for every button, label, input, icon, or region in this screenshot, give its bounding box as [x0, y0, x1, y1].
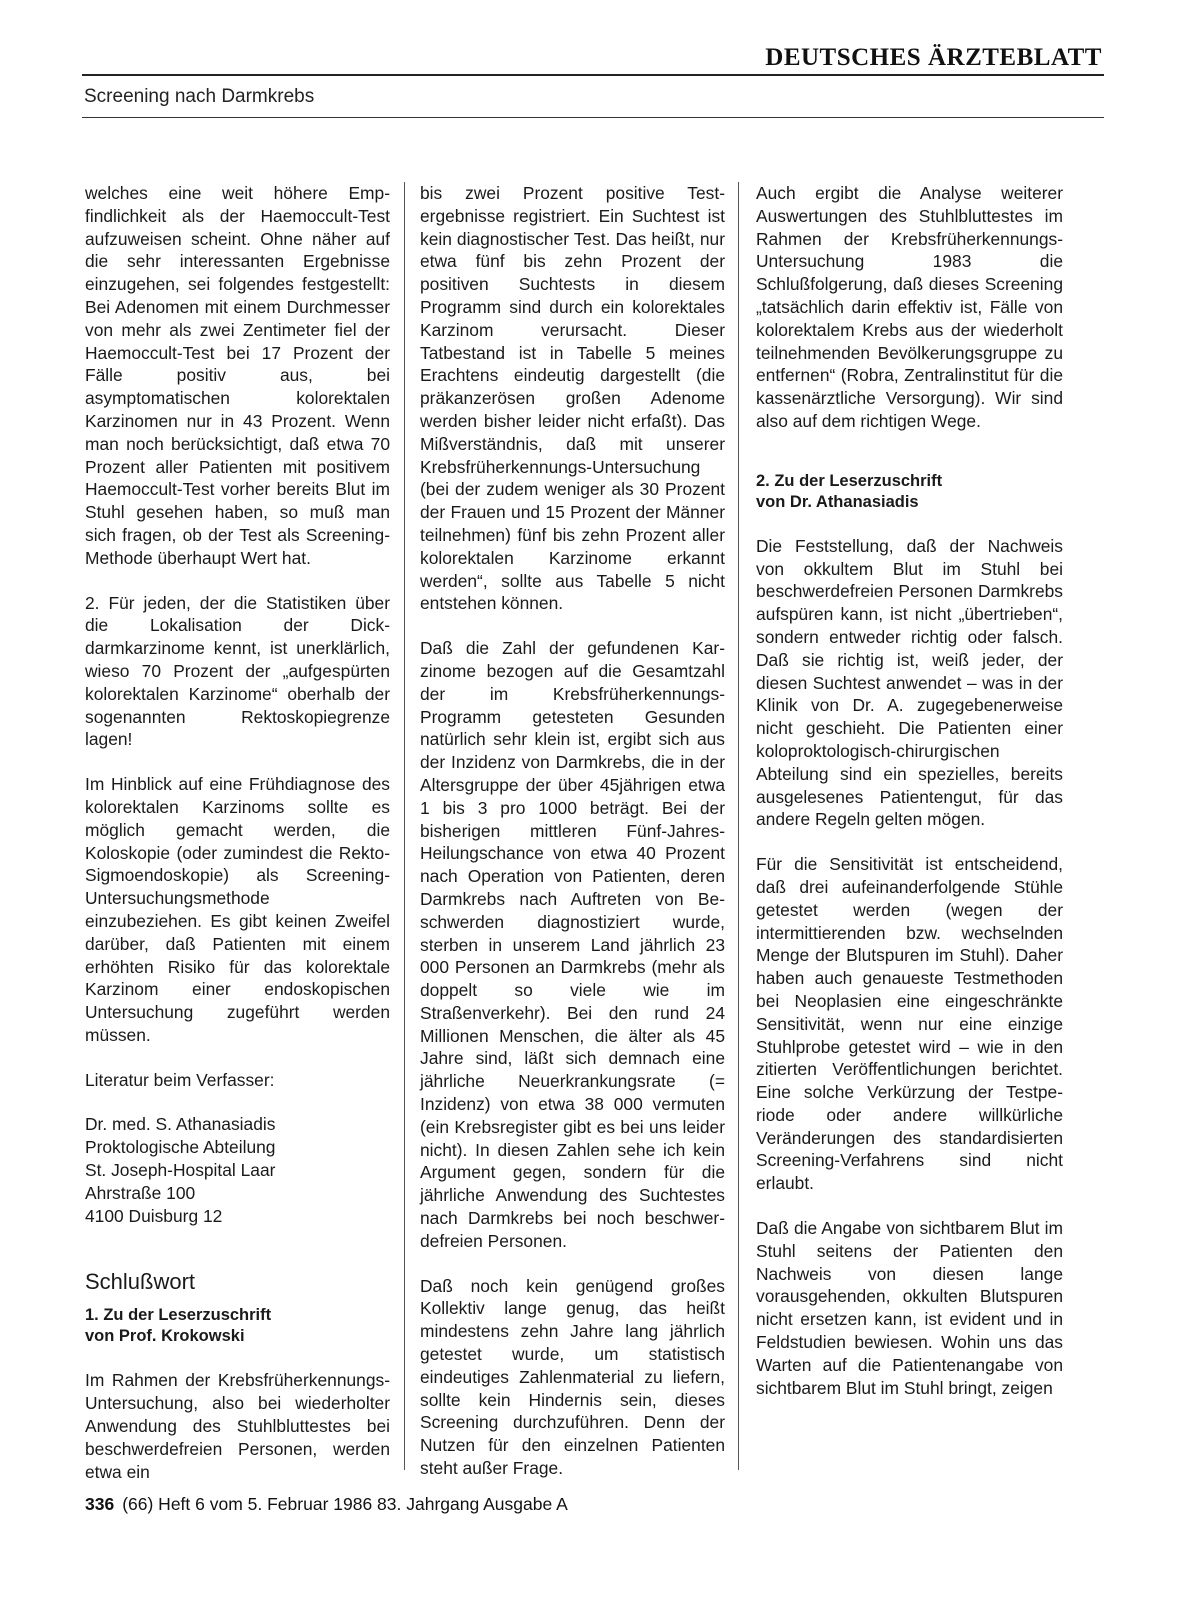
column-divider-2 [738, 182, 739, 1470]
paragraph: bis zwei Prozent positive Testergebnisse registriert. Ein Suchtest ist kein diagnostischer Test. Das heißt, nur etwa fünf bis zehn Prozent der positiven Suchtests in diesem Programm sind durch ein kolorektales Karzinom verursacht. Dieser Tatbestand ist in Tabelle 5 meines Erachtens eindeutig dargestellt (die präkanzerösen großen Adenome werden bisher leider nicht erfaßt). Das Mißverständnis, daß mit unserer Krebsfrüherkennungs-Untersuchung (bei der zudem weniger als 30 Prozent der Frauen und 15 Prozent der Männer teilnehmen) fünf bis zehn Prozent aller kolorektalen Karzinome erkannt werden“, sollte aus Tabelle 5 nicht entstehen können. [420, 183, 725, 614]
paragraph: Im Hinblick auf eine Frühdiagnose des kolorektalen Karzinoms sollte es möglich gemacht werden, die Koloskopie (oder zumindest die Rekto-Sigmoendoskopie) als Screening-Untersuchungsmethode einzubeziehen. Es gibt keinen Zweifel darüber, daß Patienten mit einem erhöhten Risiko für das kolorektale Karzinom einer endoskopischen Untersuchung zugeführt werden müssen. [85, 774, 390, 1045]
section-title: Screening nach Darmkrebs [84, 86, 315, 107]
address-line: 4100 Duisburg 12 [85, 1205, 223, 1226]
issue-info: (66) Heft 6 vom 5. Februar 1986 83. Jahrgang Ausgabe A [122, 1494, 568, 1514]
address-line: Proktologische Abteilung [85, 1137, 276, 1158]
subheading-line: von Dr. Athanasiadis [756, 492, 919, 511]
header-rule [82, 74, 1104, 76]
paragraph: Die Feststellung, daß der Nachweis von okkultem Blut im Stuhl bei beschwerdefreien Personen Darmkrebs aufspüren kann, ist nicht „übertrieben“, sondern entweder richtig oder falsch. Daß sie richtig ist, weiß jeder, der diesen Suchtest anwendet – was in der Klinik von Dr. A. zugegebenerweise nicht geschieht. Die Patienten einer koloproktologisch-chirurgischen Abteilung sind ein spezielles, bereits ausgelesenes Patientengut, für das andere Regeln gelten mögen. [756, 535, 1063, 830]
subheading-line: 1. Zu der Leserzuschrift [85, 1306, 272, 1325]
paragraph: Auch ergibt die Analyse weiterer Auswertungen des Stuhlbluttestes im Rahmen der Krebsfrüherkennungs-Untersuchung 1983 die Schlußfolgerung, daß dieses Screening „tatsächlich darin effektiv ist, Fälle von kolorektalem Krebs aus der wiederholt teilnehmenden Bevölkerungsgruppe zu entfernen“ (Robra, Zentralinstitut für die kassenärztliche Versorgung). Wir sind also auf dem richtigen Wege. [756, 183, 1063, 431]
column-divider-1 [404, 182, 405, 1470]
paragraph: Für die Sensitivität ist entscheidend, daß drei aufeinanderfolgende Stühle getestet werden (wegen der intermittierenden bzw. wechselnden Menge der Blutspuren im Stuhl). Daher haben auch genaueste Testmethoden bei Neoplasien eine eingeschränkte Sensitivität, wenn nur eine einzige Stuhlprobe getestet wird – wie in den zitierten Veröffentlichungen berichtet. Eine solche Verkürzung der Testperiode oder andere willkürliche Veränderungen des standardisierten Screening-Verfahrens sind nicht erlaubt. [756, 854, 1063, 1194]
paragraph: Im Rahmen der Krebsfrüherkennungs-Untersuchung, also bei wiederholter Anwendung des Stuhlbluttestes bei beschwerdefreien Personen, werden etwa ein [85, 1370, 390, 1482]
column-2 [420, 182, 725, 1480]
literature-note: Literatur beim Verfasser: [85, 1069, 275, 1090]
paragraph: 2. Für jeden, der die Statistiken über die Lokalisation der Dickdarmkarzinome kennt, ist unerklärlich, wieso 70 Prozent der „aufgespürten kolorektalen Karzinome“ oberhalb der sogenannten Rektoskopiegrenze lagen! [85, 592, 390, 750]
subheading-reply-2 [756, 471, 1063, 513]
subheading-reply-1 [85, 1305, 390, 1347]
column-3 [756, 182, 1063, 1399]
paragraph: Daß die Angabe von sichtbarem Blut im Stuhl seitens der Patienten den Nachweis von diesen lange vorausgehenden, okkulten Blutspuren nicht ersetzen kann, ist evident und in Feldstudien bewiesen. Wohin uns das Warten auf die Patientenangabe von sichtbarem Blut im Stuhl bringt, zeigen [756, 1218, 1063, 1398]
paragraph: Daß noch kein genügend großes Kollektiv lange genug, das heißt mindestens zehn Jahre lang jährlich getestet wurde, um statistisch eindeutiges Zahlenmaterial zu liefern, sollte kein Hindernis sein, dieses Screening durchzuführen. Denn der Nutzen für den einzelnen Patienten steht außer Frage. [420, 1275, 725, 1479]
paragraph: welches eine weit höhere Empfindlichkeit als der Haemoccult-Test aufzuweisen scheint. Ohne näher auf die sehr interessanten Ergebnisse einzugehen, sei folgendes festgestellt: Bei Adenomen mit einem Durchmesser von mehr als zwei Zentimeter fiel der Haemoccult-Test bei 17 Prozent der Fälle positiv aus, bei asymptomatischen kolorektalen Karzinomen nur in 43 Prozent. Wenn man noch berücksichtigt, daß etwa 70 Prozent aller Patienten mit positivem Haemoccult-Test vorher bereits Blut im Stuhl gesehen haben, so muß man sich fragen, ob der Test als Screening-Methode überhaupt Wert hat. [85, 183, 390, 568]
column-1 [85, 182, 390, 1483]
masthead: DEUTSCHES ÄRZTEBLATT [765, 44, 1102, 71]
address-line: St. Joseph-Hospital Laar [85, 1160, 276, 1181]
address-line: Dr. med. S. Athanasiadis [85, 1114, 276, 1135]
closing-heading: Schlußwort [85, 1269, 196, 1295]
paragraph: Daß die Zahl der gefundenen Karzinome bezogen auf die Gesamtzahl der im Krebsfrüherkennungs-Programm getesteten Gesunden natürlich sehr klein ist, ergibt sich aus der Inzidenz von Darmkrebs, die in der Altersgruppe der über 45jährigen etwa 1 bis 3 pro 1000 beträgt. Bei der bisherigen mittleren Fünf-Jahres-Heilungschance von etwa 40 Prozent nach Operation von Patienten, deren Darmkrebs nach Auftreten von Beschwerden diagnostiziert wurde, sterben in unserem Land jährlich 23 000 Personen an Darmkrebs (mehr als doppelt so viele wie im Straßenverkehr). Bei den rund 24 Millionen Menschen, die älter als 45 Jahre sind, läßt sich demnach eine jährliche Neuerkrankungsrate (= Inzidenz) von etwa 38 000 vermuten (ein Krebsregister gibt es bei uns leider nicht). In diesen Zahlen sehe ich kein Argument gegen, sondern für die jährliche Anwendung des Suchtestes nach Darmkrebs bei noch beschwerdefreien Personen. [420, 638, 725, 1251]
page-footer [85, 1494, 568, 1515]
address-line: Ahrstraße 100 [85, 1182, 196, 1203]
section-rule [82, 117, 1104, 118]
page-number: 336 [85, 1494, 115, 1514]
subheading-line: von Prof. Krokowski [85, 1327, 245, 1346]
subheading-line: 2. Zu der Leserzuschrift [756, 471, 943, 490]
author-address [85, 1113, 390, 1227]
